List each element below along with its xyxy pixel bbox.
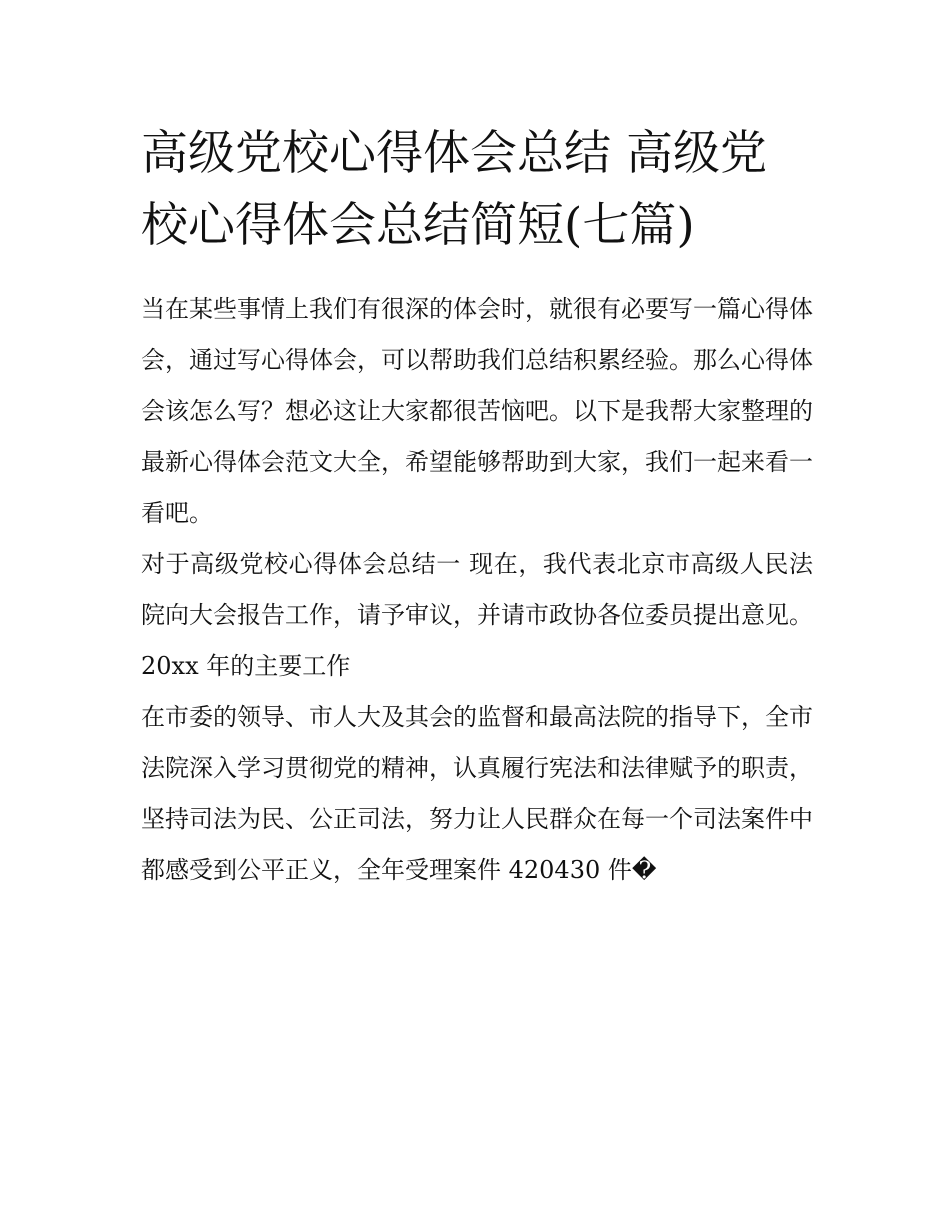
intro-paragraph: 当在某些事情上我们有很深的体会时，就很有必要写一篇心得体会，通过写心得体会，可以帮助我们总结积累经验。那么心得体会该怎么写？想必这让大家都很苦恼吧。以下是我帮大家整理的最新心得体会范文大全，希望能够帮助到大家，我们一起来看一看吧。: [141, 295, 813, 527]
section-one-paragraph: 对于高级党校心得体会总结一 现在，我代表北京市高级人民法院向大会报告工作，请予审议，并请市政协各位委员提出意见。 20xx 年的主要工作: [141, 550, 813, 680]
document-body: [141, 118, 813, 896]
work-summary-paragraph: 在市委的领导、市人大及其会的监督和最高法院的指导下，全市法院深入学习贯彻党的精神，认真履行宪法和法律赋予的职责，坚持司法为民、公正司法，努力让人民群众在每一个司法案件中都感受到公平正义，全年受理案件 420430 件�: [141, 703, 813, 884]
document-title: 高级党校心得体会总结 高级党校心得体会总结简短(七篇): [141, 126, 767, 253]
